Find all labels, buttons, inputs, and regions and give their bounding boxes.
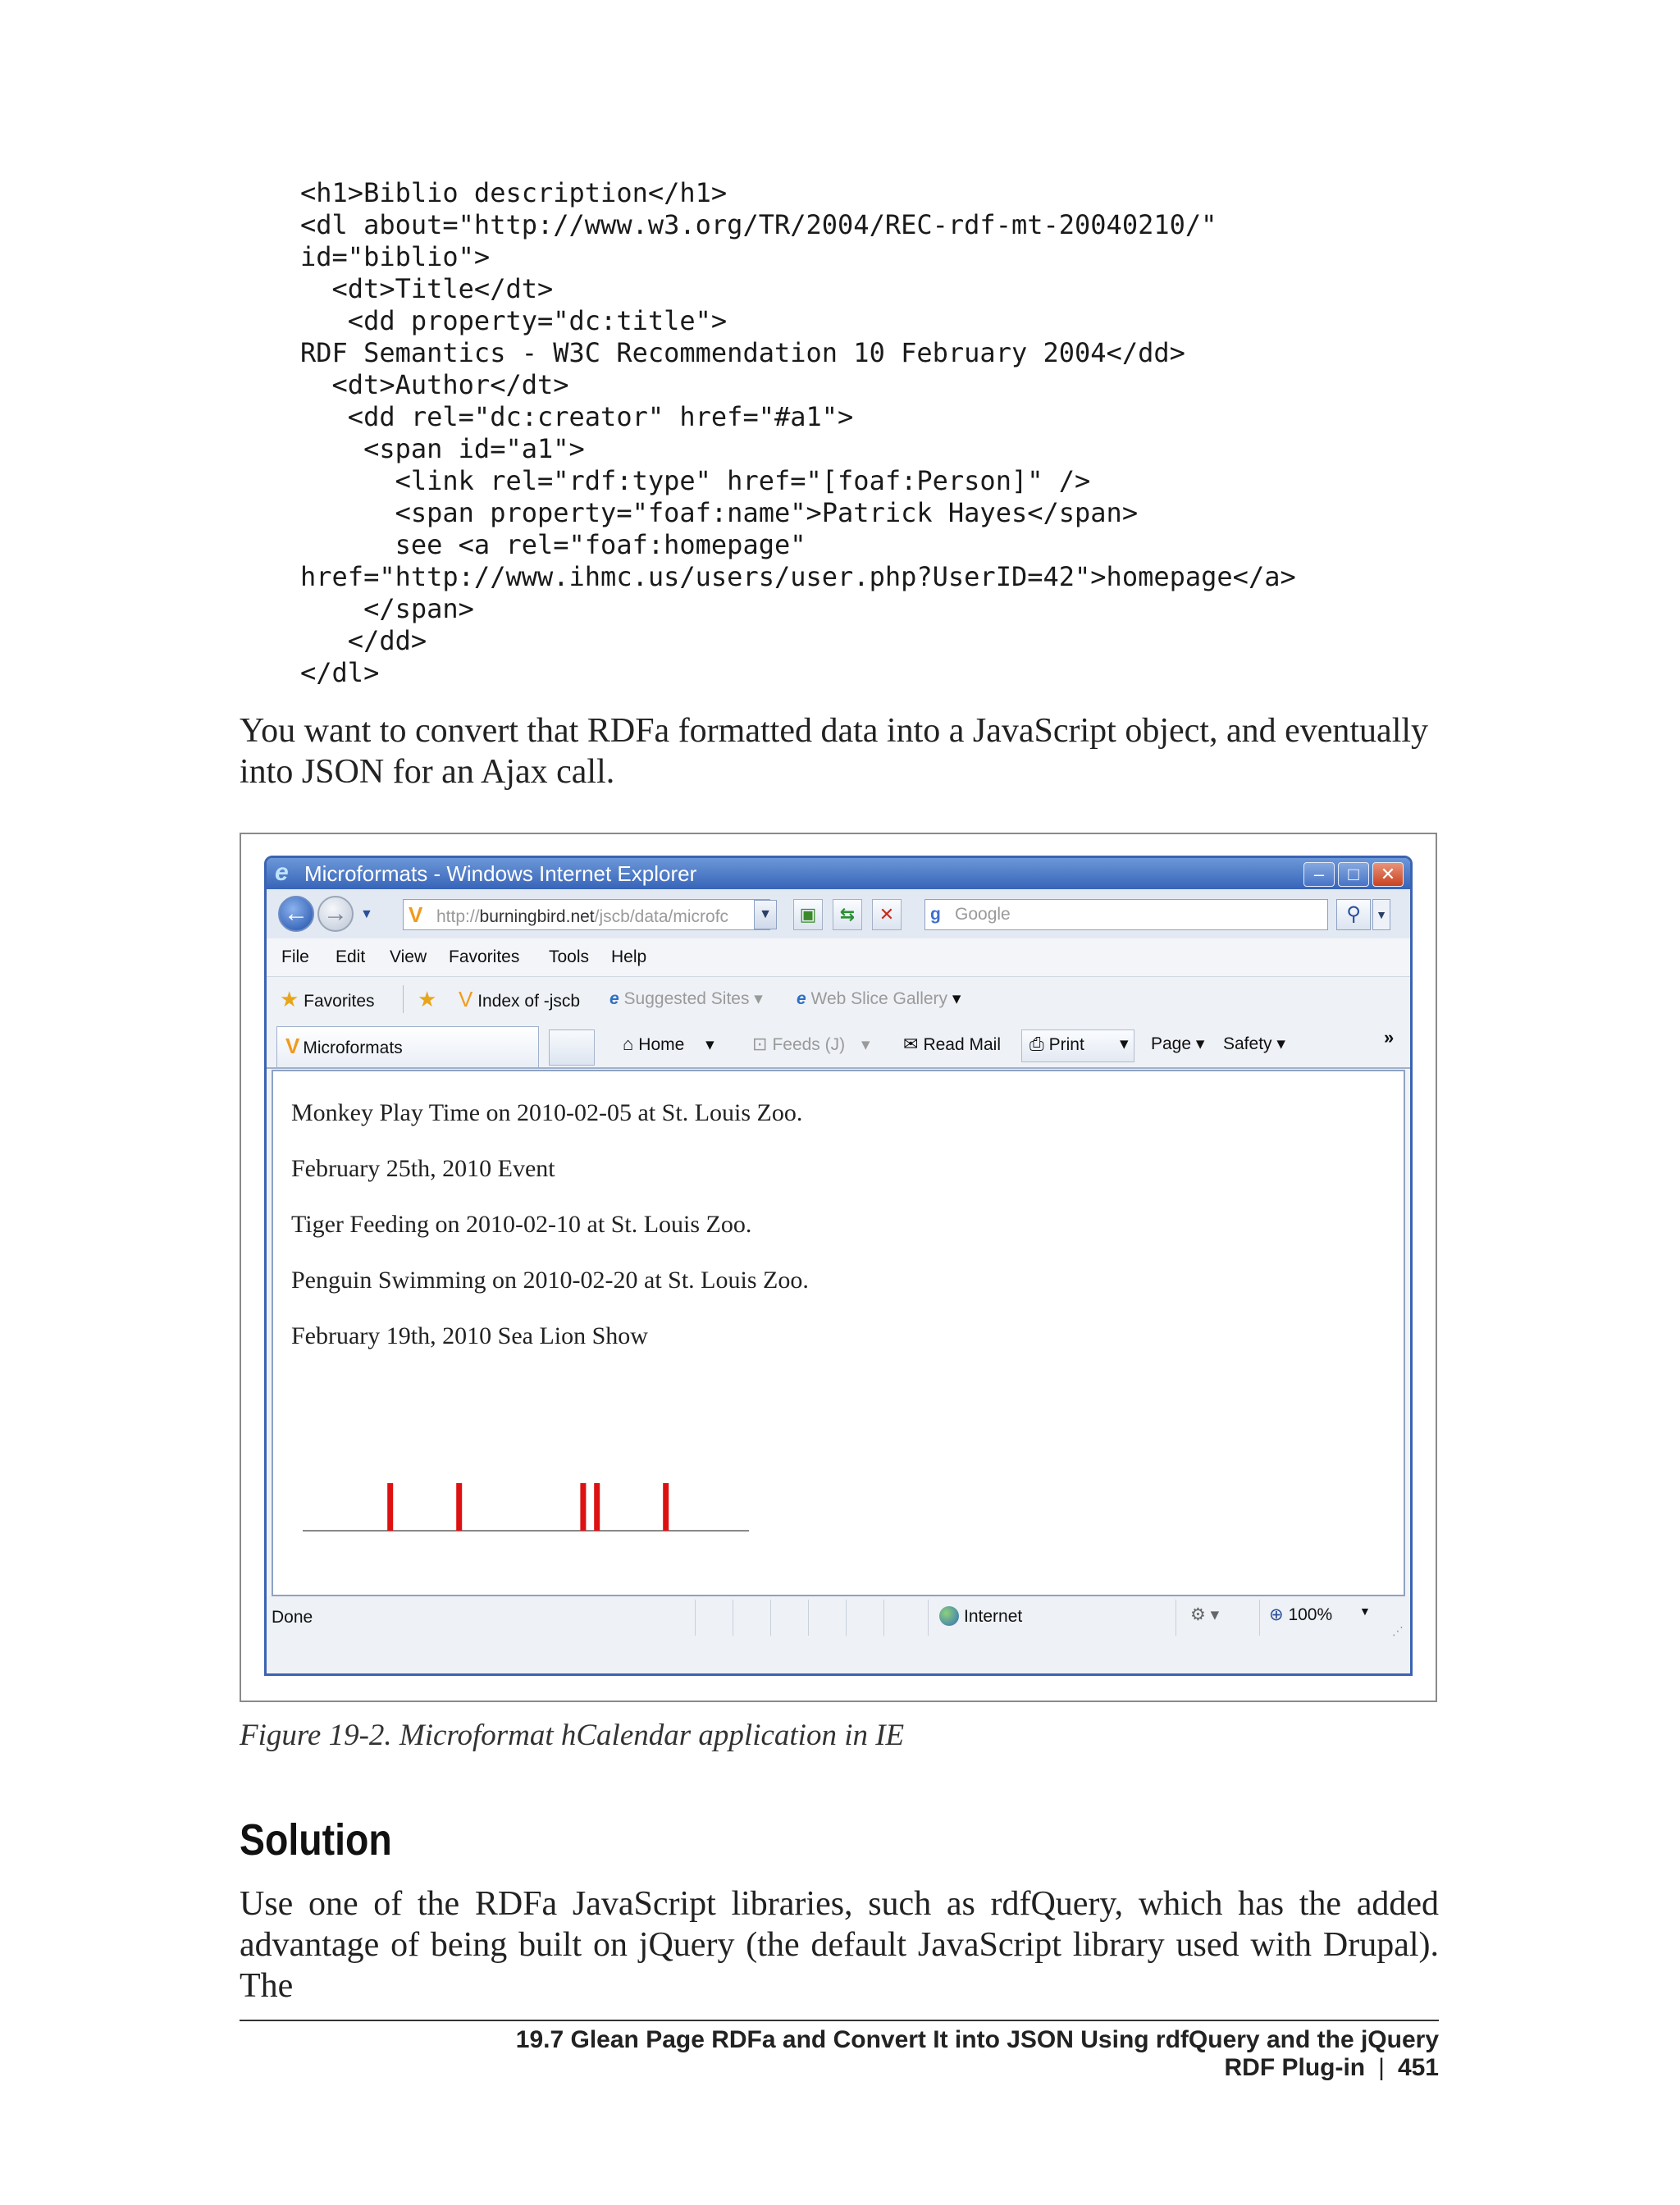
recent-pages-dropdown[interactable]: ▼ bbox=[360, 907, 373, 921]
protected-mode-icon: ⚙ bbox=[1190, 1605, 1206, 1624]
safety-menu-button[interactable]: Safety ▾ bbox=[1223, 1034, 1285, 1053]
read-mail-label: Read Mail bbox=[923, 1035, 1001, 1054]
close-button[interactable]: ✕ bbox=[1372, 862, 1404, 887]
globe-icon bbox=[939, 1606, 959, 1626]
url-scheme: http:// bbox=[436, 907, 480, 926]
site-favicon-icon: V bbox=[285, 1034, 300, 1058]
code-line: </dd> bbox=[300, 625, 427, 656]
timeline-marker bbox=[580, 1483, 586, 1531]
zoom-button[interactable] bbox=[1269, 1605, 1332, 1625]
title-bar[interactable] bbox=[267, 858, 1410, 889]
menu-bar bbox=[267, 938, 1410, 977]
page-label: Page bbox=[1151, 1034, 1192, 1053]
search-button[interactable] bbox=[1336, 899, 1371, 930]
read-mail-button[interactable] bbox=[903, 1021, 1001, 1068]
favorites-label: Favorites bbox=[304, 992, 375, 1011]
timeline-marker bbox=[387, 1483, 393, 1531]
menu-edit[interactable]: Edit bbox=[336, 947, 366, 966]
running-footer bbox=[476, 2026, 1439, 2082]
search-icon: ⚲ bbox=[1346, 903, 1361, 925]
site-favicon-icon: V bbox=[409, 902, 423, 927]
footer-separator: | bbox=[1378, 2054, 1385, 2081]
menu-favorites[interactable]: Favorites bbox=[449, 947, 520, 966]
solution-paragraph: Use one of the RDFa JavaScript libraries, such as rdfQuery, which has the added advantage of being built on jQuery (the default JavaScript library used with Drupal). The bbox=[240, 1885, 1439, 2005]
search-options-dropdown[interactable]: ▼ bbox=[1372, 899, 1390, 930]
code-line: href="http://www.ihmc.us/users/user.php?UserID=42">homepage</a> bbox=[300, 561, 1296, 592]
code-line: <span property="foaf:name">Patrick Hayes</span> bbox=[300, 497, 1139, 528]
zoom-dropdown[interactable]: ▼ bbox=[1359, 1605, 1371, 1618]
ie-page-icon: e bbox=[797, 989, 806, 1008]
event-timeline bbox=[273, 1071, 1407, 1598]
figure-caption: Figure 19-2. Microformat hCalendar application in IE bbox=[240, 1719, 905, 1752]
divider bbox=[928, 1600, 929, 1636]
timeline-marker bbox=[594, 1483, 600, 1531]
google-icon: g bbox=[930, 905, 941, 924]
home-label: Home bbox=[638, 1035, 685, 1054]
arrow-right-icon: → bbox=[323, 900, 348, 927]
compatibility-icon: ▣ bbox=[799, 904, 817, 924]
stop-icon: ✕ bbox=[879, 904, 895, 924]
mail-icon: ✉ bbox=[903, 1034, 919, 1054]
feeds-label: Feeds (J) bbox=[772, 1035, 846, 1054]
new-tab-button[interactable] bbox=[549, 1029, 595, 1066]
compatibility-view-button[interactable] bbox=[793, 899, 823, 930]
favorites-button[interactable] bbox=[280, 977, 375, 1024]
maximize-button[interactable]: □ bbox=[1338, 862, 1369, 887]
address-bar[interactable] bbox=[403, 899, 770, 930]
menu-tools[interactable]: Tools bbox=[549, 947, 590, 966]
ie-logo-icon: e bbox=[275, 859, 289, 886]
menu-help[interactable]: Help bbox=[611, 947, 647, 966]
refresh-button[interactable] bbox=[833, 899, 862, 930]
timeline-marker bbox=[456, 1483, 462, 1531]
refresh-icon: ⇆ bbox=[839, 904, 856, 924]
favorite-web-slice-gallery[interactable]: e Web Slice Gallery ▾ bbox=[797, 989, 961, 1008]
window-title: Microformats - Windows Internet Explorer bbox=[304, 861, 697, 886]
page-menu-button[interactable]: Page ▾ bbox=[1151, 1034, 1205, 1053]
ie-window bbox=[264, 856, 1413, 1676]
command-bar bbox=[267, 1021, 1410, 1069]
resize-grip-icon[interactable]: ⋰ bbox=[1392, 1624, 1404, 1637]
code-line: </span> bbox=[300, 593, 474, 624]
chevron-down-icon: ▼ bbox=[759, 907, 772, 921]
back-button[interactable] bbox=[278, 896, 314, 932]
event-item: Monkey Play Time on 2010-02-05 at St. Louis Zoo. bbox=[291, 1099, 803, 1126]
url-path: /jscb/data/microfc bbox=[594, 907, 729, 926]
divider bbox=[846, 1600, 847, 1636]
code-listing bbox=[300, 177, 1296, 689]
stop-button[interactable] bbox=[872, 899, 902, 930]
security-zone[interactable] bbox=[939, 1606, 1022, 1627]
url-host: burningbird.net bbox=[479, 907, 595, 926]
code-line: <h1>Biblio description</h1> bbox=[300, 177, 728, 208]
divider bbox=[695, 1600, 696, 1636]
forward-button[interactable] bbox=[317, 896, 354, 932]
star-icon: ★ bbox=[280, 987, 299, 1011]
status-text: Done bbox=[272, 1608, 313, 1627]
favorite-label: Suggested Sites bbox=[623, 989, 750, 1008]
zoom-icon: ⊕ bbox=[1269, 1605, 1284, 1624]
protected-mode-button[interactable]: ⚙ ▾ bbox=[1190, 1605, 1220, 1624]
footer-rule bbox=[240, 2020, 1439, 2021]
event-item: Penguin Swimming on 2010-02-20 at St. Louis Zoo. bbox=[291, 1267, 809, 1294]
feeds-button[interactable]: ⊡ Feeds (J) ▾ bbox=[752, 1034, 870, 1054]
code-line: <dt>Title</dt> bbox=[300, 273, 554, 304]
code-line: <dt>Author</dt> bbox=[300, 369, 569, 400]
printer-icon: ⎙ bbox=[1029, 1034, 1044, 1054]
timeline-marker bbox=[663, 1483, 669, 1531]
footer-section-title: 19.7 Glean Page RDFa and Convert It into JSON Using rdfQuery and the jQuery RDF Plug-in bbox=[515, 2026, 1439, 2081]
tab-microformats[interactable] bbox=[276, 1026, 539, 1067]
event-item: February 25th, 2010 Event bbox=[291, 1155, 555, 1182]
menu-file[interactable]: File bbox=[281, 947, 309, 966]
print-label: Print bbox=[1048, 1035, 1084, 1054]
site-favicon-icon: V bbox=[459, 987, 473, 1011]
event-item: Tiger Feeding on 2010-02-10 at St. Louis Zoo. bbox=[291, 1211, 752, 1238]
zoom-level: 100% bbox=[1288, 1605, 1333, 1624]
more-commands-button[interactable]: » bbox=[1384, 1027, 1395, 1048]
navigation-bar bbox=[267, 889, 1410, 938]
divider bbox=[883, 1600, 884, 1636]
minimize-button[interactable]: – bbox=[1303, 862, 1335, 887]
arrow-left-icon: ← bbox=[284, 900, 308, 927]
add-to-favorites-bar-button[interactable] bbox=[418, 977, 436, 1024]
timeline-markers bbox=[387, 1483, 669, 1531]
search-input[interactable] bbox=[924, 899, 1328, 930]
menu-view[interactable]: View bbox=[390, 947, 427, 966]
code-line: <link rel="rdf:type" href="[foaf:Person]" /> bbox=[300, 465, 1091, 496]
search-placeholder: Google bbox=[955, 905, 1011, 924]
address-dropdown-button[interactable] bbox=[754, 900, 777, 929]
code-line: id="biblio"> bbox=[300, 241, 491, 272]
ie-page-icon: e bbox=[609, 989, 619, 1008]
status-bar bbox=[267, 1596, 1410, 1676]
divider bbox=[1259, 1600, 1260, 1636]
favorite-suggested-sites[interactable]: e Suggested Sites ▾ bbox=[609, 989, 763, 1008]
code-line: <dd rel="dc:creator" href="#a1"> bbox=[300, 401, 854, 432]
print-button[interactable] bbox=[1029, 1021, 1084, 1068]
favorite-label: Index of -jscb bbox=[477, 992, 581, 1011]
code-line: </dl> bbox=[300, 657, 380, 688]
code-line: <span id="a1"> bbox=[300, 433, 585, 464]
code-line: see <a rel="foaf:homepage" bbox=[300, 529, 806, 560]
divider bbox=[808, 1600, 809, 1636]
favorites-bar bbox=[267, 977, 1410, 1021]
intro-paragraph: You want to convert that RDFa formatted data into a JavaScript object, and eventually into JSON for an Ajax call. bbox=[240, 712, 1429, 791]
page-number: 451 bbox=[1397, 2054, 1439, 2081]
tab-label: Microformats bbox=[303, 1039, 403, 1057]
add-favorite-icon: ★ bbox=[418, 987, 437, 1011]
section-heading: Solution bbox=[240, 1815, 392, 1865]
page-content bbox=[272, 1070, 1405, 1596]
code-line: <dl about="http://www.w3.org/TR/2004/REC-rdf-mt-20040210/" bbox=[300, 209, 1217, 240]
home-button[interactable]: ⌂ Home ▾ bbox=[623, 1034, 714, 1054]
event-item: February 19th, 2010 Sea Lion Show bbox=[291, 1322, 648, 1349]
favorite-label: Web Slice Gallery bbox=[810, 989, 948, 1008]
divider bbox=[770, 1600, 771, 1636]
code-line: <dd property="dc:title"> bbox=[300, 305, 728, 336]
home-icon: ⌂ bbox=[623, 1034, 634, 1054]
safety-label: Safety bbox=[1223, 1034, 1272, 1053]
divider bbox=[403, 985, 404, 1013]
zone-label: Internet bbox=[964, 1607, 1023, 1626]
favorite-index-of-jscb[interactable] bbox=[459, 977, 580, 1024]
code-line: RDF Semantics - W3C Recommendation 10 February 2004</dd> bbox=[300, 337, 1185, 368]
feed-icon: ⊡ bbox=[752, 1034, 768, 1054]
print-dropdown[interactable]: ▾ bbox=[1120, 1034, 1129, 1053]
